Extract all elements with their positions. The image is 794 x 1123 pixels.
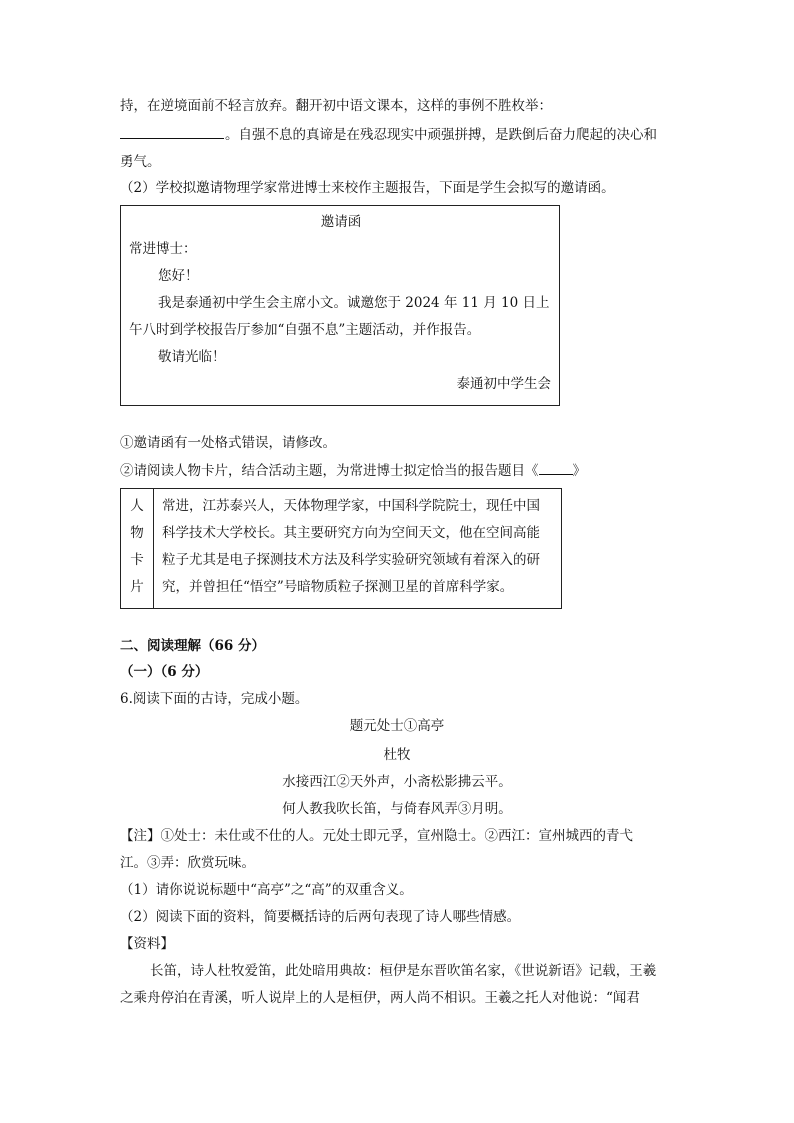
poem-line-2: 何人教我吹长笛，与倚春风弄③月明。: [282, 801, 512, 817]
question-2-prompt: （2）学校拟邀请物理学家常进博士来校作主题报告，下面是学生会拟写的邀请函。: [120, 180, 615, 196]
card-line: 究，并曾担任“悟空”号暗物质粒子探测卫星的首席科学家。: [162, 579, 514, 595]
task-2-text: ②请阅读人物卡片，结合活动主题，为常进博士拟定恰当的报告题目《: [120, 463, 539, 479]
card-label-char: 片: [130, 579, 144, 595]
material-heading: 【资料】: [120, 936, 174, 952]
notes-line-1: 【注】①处士：未仕或不仕的人。元处士即元孚，宣州隐士。②西江：宣州城西的青弋: [120, 828, 633, 844]
invitation-closing: 敬请光临！: [158, 349, 226, 365]
task-2: [120, 460, 586, 481]
intro-line-2-text: 。自强不息的真谛是在残忍现实中顽强拼搏，是跌倒后奋力爬起的决心和: [225, 127, 657, 143]
material-line-2: 之乘舟停泊在青溪，听人说岸上的人是桓伊，两人尚不相识。王羲之托人对他说：“闻君: [120, 990, 640, 1006]
intro-line-3: 勇气。: [120, 154, 161, 170]
card-label-char: 物: [130, 525, 144, 541]
answer-blank[interactable]: [120, 124, 224, 139]
card-line: 常进，江苏泰兴人，天体物理学家，中国科学院院士，现任中国: [162, 498, 540, 514]
card-label-char: 人: [130, 498, 144, 514]
invitation-body-1: 我是泰通初中学生会主席小文。诚邀您于 2024 年 11 月 10 日上: [158, 295, 550, 311]
intro-line-2: [120, 124, 657, 145]
question-6: 6.阅读下面的古诗，完成小题。: [120, 691, 309, 707]
invitation-body-2: 午八时到学校报告厅参加“自强不息”主题活动，并作报告。: [129, 322, 481, 338]
section-2-heading: 二、阅读理解（66 分）: [120, 638, 265, 654]
card-line: 粒子尤其是电子探测技术方法及科学实验研究领域有着深入的研: [162, 552, 540, 568]
person-card: [120, 488, 562, 609]
card-label-char: 卡: [130, 552, 144, 568]
invitation-salutation: 常进博士：: [129, 241, 197, 257]
invitation-signature: 泰通初中学生会: [456, 376, 551, 392]
poem-author: 杜牧: [383, 747, 411, 763]
notes-line-2: 江。③弄：欣赏玩味。: [120, 855, 255, 871]
person-card-label: [121, 489, 154, 608]
section-2-sub: （一）（6 分）: [120, 664, 209, 680]
intro-line-1: 持，在逆境面前不轻言放弃。翻开初中语文课本，这样的事例不胜枚举：: [120, 98, 552, 114]
invitation-box: [120, 205, 560, 406]
task-2-close: 》: [572, 463, 586, 479]
task-1: ①邀请函有一处格式错误，请修改。: [120, 435, 336, 451]
poem-line-1: 水接西江②天外声，小斋松影拂云平。: [282, 774, 512, 790]
material-line-1: 长笛，诗人杜牧爱笛，此处暗用典故：桓伊是东晋吹笛名家，《世说新语》记载，王羲: [150, 963, 657, 979]
invitation-title: 邀请函: [320, 214, 362, 230]
question-6-1: （1）请你说说标题中“高亭”之“高”的双重含义。: [120, 882, 413, 898]
invitation-greeting: 您好！: [158, 268, 199, 284]
title-blank[interactable]: [539, 460, 573, 475]
poem-title: 题元处士①高亭: [349, 718, 445, 734]
question-6-2: （2）阅读下面的资料，简要概括诗的后两句表现了诗人哪些情感。: [120, 909, 521, 925]
card-line: 科学技术大学校长。其主要研究方向为空间天文，他在空间高能: [162, 525, 540, 541]
